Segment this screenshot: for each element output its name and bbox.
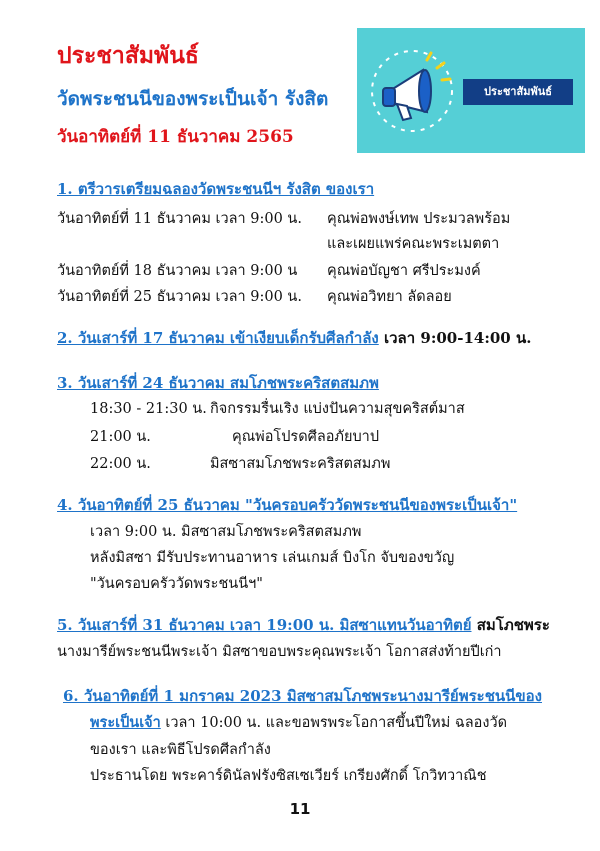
announcement-banner	[357, 28, 585, 153]
s4-line-2: หลังมิสซา มีรับประทานอาหาร เล่นเกมส์ บิงโก จับของขวัญ	[90, 550, 455, 566]
page-number: 11	[289, 800, 311, 818]
s3-row-1-time: 18:30 - 21:30 น.	[90, 401, 207, 417]
page-title: ประชาสัมพันธ์	[57, 42, 199, 69]
section-3-link[interactable]: 3. วันเสาร์ที่ 24 ธันวาคม สมโภชพระคริสตสมภพ	[57, 374, 379, 392]
bulletin-date: วันอาทิตย์ที่ 11 ธันวาคม 2565	[57, 127, 294, 147]
s3-row-3-what: มิสซาสมโภชพระคริสตสมภพ	[210, 456, 391, 472]
section-1-link[interactable]: 1. ตรีวารเตรียมฉลองวัดพระชนนีฯ รังสิต ของเรา	[57, 180, 375, 198]
section-6-heading	[63, 684, 542, 708]
section-1-heading	[57, 177, 374, 201]
s3-row-2-time: 21:00 น.	[90, 429, 151, 445]
s6-line-3: ของเรา และพิธีโปรดศีลกำลัง	[90, 742, 271, 758]
s3-row-3-time: 22:00 น.	[90, 456, 151, 472]
section-5-heading	[57, 613, 550, 637]
section-6-link-cont[interactable]: พระเป็นเจ้า	[90, 714, 161, 731]
church-name: วัดพระชนนีของพระเป็นเจ้า รังสิต	[57, 88, 329, 110]
s5-line-2: นางมารีย์พระชนนีพระเจ้า มิสซาขอบพระคุณพระเจ้า โอกาสส่งท้ายปีเก่า	[57, 644, 502, 660]
section-5-tail: สมโภชพระ	[476, 616, 550, 634]
section-3-heading	[57, 371, 379, 395]
s1-row-1-who: คุณพ่อพงษ์เทพ ประมวลพร้อม	[327, 211, 511, 227]
megaphone-icon	[367, 46, 457, 136]
banner-badge: ประชาสัมพันธ์	[463, 79, 573, 105]
section-4-link[interactable]: 4. วันอาทิตย์ที่ 25 ธันวาคม "วันครอบครัววัดพระชนนีของพระเป็นเจ้า"	[57, 496, 518, 514]
section-2-link[interactable]: 2. วันเสาร์ที่ 17 ธันวาคม เข้าเงียบเด็กรับศีลกำลัง	[57, 329, 379, 347]
s1-row-3-who: คุณพ่อบัญชา ศรีประมงค์	[327, 263, 481, 279]
s4-line-1: เวลา 9:00 น. มิสซาสมโภชพระคริสตสมภพ	[90, 524, 362, 540]
s1-row-2-who: และเผยแพร่คณะพระเมตตา	[327, 236, 500, 252]
s1-row-1-when: วันอาทิตย์ที่ 11 ธันวาคม เวลา 9:00 น.	[57, 211, 302, 227]
s1-row-4-when: วันอาทิตย์ที่ 25 ธันวาคม เวลา 9:00 น.	[57, 289, 302, 305]
section-5-link[interactable]: 5. วันเสาร์ที่ 31 ธันวาคม เวลา 19:00 น. มิสซาแทนวันอาทิตย์	[57, 616, 472, 634]
section-2-heading	[57, 326, 531, 350]
section-2-time: เวลา 9:00-14:00 น.	[384, 329, 532, 347]
s4-line-3: "วันครอบครัววัดพระชนนีฯ"	[90, 576, 263, 592]
s6-line-4: ประธานโดย พระคาร์ดินัลฟรังซิสเซเวียร์ เกรียงศักดิ์ โกวิทวาณิช	[90, 768, 487, 784]
s6-line-2	[90, 711, 507, 734]
section-6-link[interactable]: 6. วันอาทิตย์ที่ 1 มกราคม 2023 มิสซาสมโภชพระนางมารีย์พระชนนีของ	[63, 687, 542, 705]
s1-row-4-who: คุณพ่อวิทยา ลัดลอย	[327, 289, 452, 305]
s3-row-2-what: คุณพ่อโปรดศีลอภัยบาป	[232, 429, 380, 445]
section-4-heading	[57, 493, 517, 517]
s3-row-1-what: กิจกรรมรื่นเริง แบ่งปันความสุขคริสต์มาส	[210, 401, 465, 417]
s6-line-2-rest: เวลา 10:00 น. และขอพรพระโอกาสขึ้นปีใหม่ ฉลองวัด	[165, 715, 508, 731]
s1-row-3-when: วันอาทิตย์ที่ 18 ธันวาคม เวลา 9:00 น	[57, 263, 298, 279]
